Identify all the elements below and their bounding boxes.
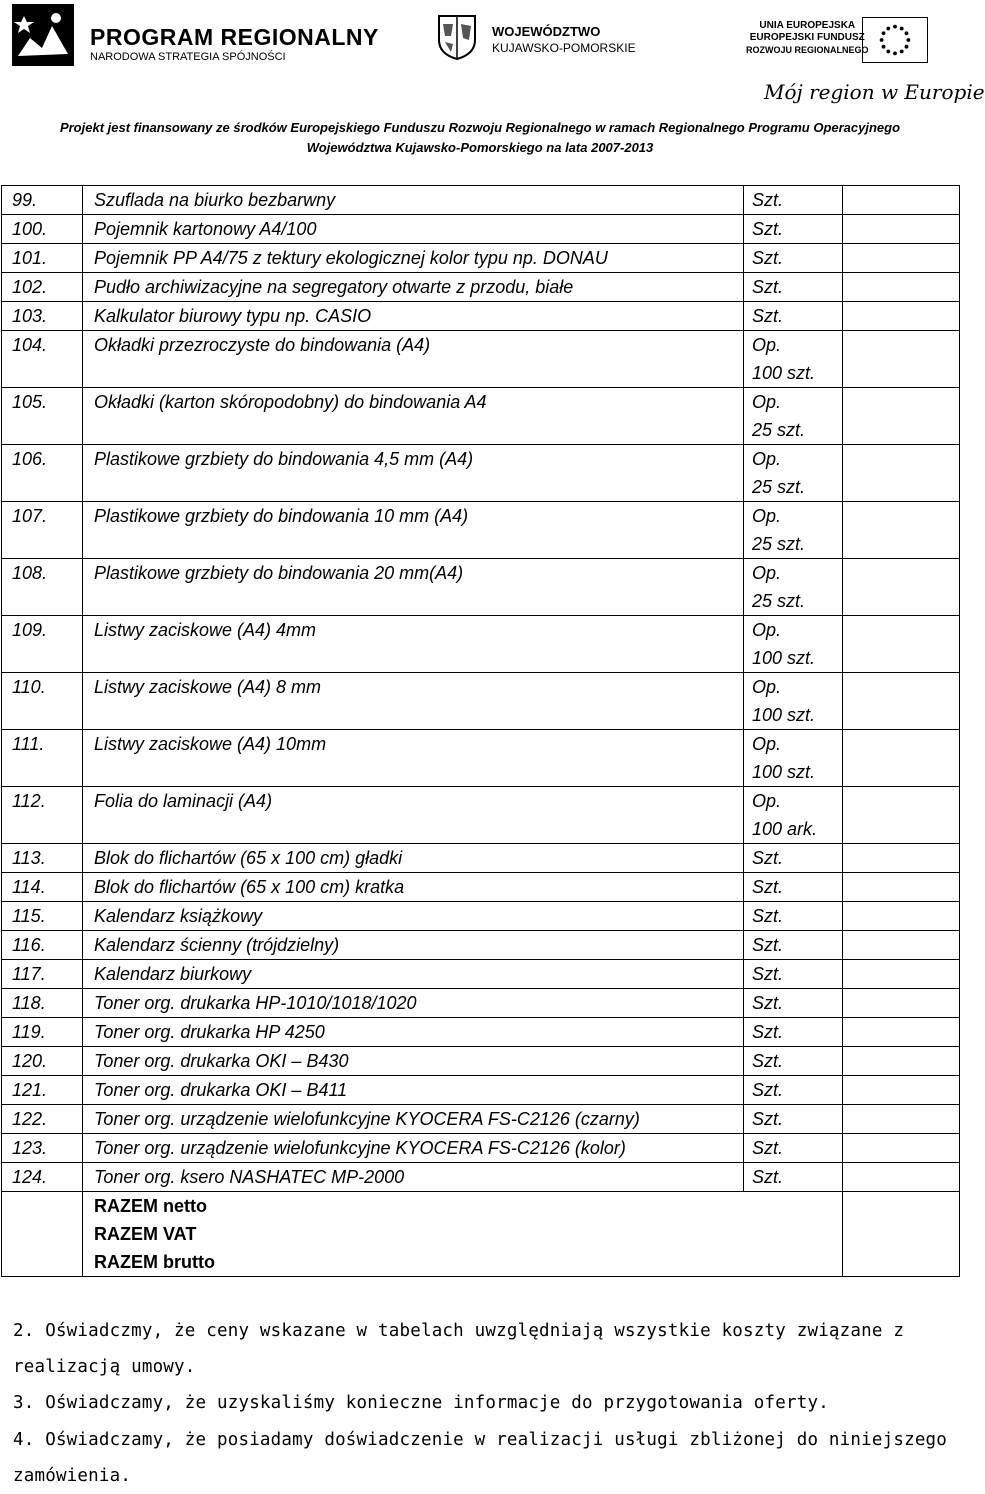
table-row [2,1163,960,1192]
item-unit [744,989,843,1018]
item-value-cell [843,1105,960,1134]
item-number: 114. [2,873,83,902]
item-name: Blok do flichartów (65 x 100 cm) gładki [83,844,744,873]
item-value-cell [843,616,960,673]
eu-line3: ROZWOJU REGIONALNEGO [746,45,869,55]
item-value-cell [843,1163,960,1192]
item-unit [744,844,843,873]
item-unit-line1: Szt. [752,248,784,268]
funding-line1: Projekt jest finansowany ze środków Europejskiego Funduszu Rozwoju Regionalnego w ramach Regionalnego Programu Operacyjnego [59,120,901,135]
item-number: 119. [2,1018,83,1047]
item-unit-line1: Op. [752,335,782,355]
item-name: Pudło archiwizacyjne na segregatory otwarte z przodu, białe [83,273,744,302]
item-number: 117. [2,960,83,989]
item-unit-line2: 25 szt. [752,534,806,554]
item-name: Kalendarz książkowy [83,902,744,931]
item-name: Szuflada na biurko bezbarwny [83,186,744,215]
item-unit-line2: 100 szt. [752,648,816,668]
item-unit-line2: 100 ark. [752,819,818,839]
item-number: 112. [2,787,83,844]
item-number: 106. [2,445,83,502]
item-unit-line1: Op. [752,620,782,640]
item-unit-line1: Szt. [752,935,784,955]
item-unit-line1: Szt. [752,1022,784,1042]
funding-note [0,118,960,158]
item-number: 121. [2,1076,83,1105]
table-row [2,673,960,730]
item-number: 120. [2,1047,83,1076]
table-row [2,331,960,388]
table-row [2,931,960,960]
item-unit [744,502,843,559]
item-name: Toner org. drukarka HP 4250 [83,1018,744,1047]
table-row [2,186,960,215]
item-number: 115. [2,902,83,931]
eu-line2: EUROPEJSKI FUNDUSZ [749,32,865,43]
item-unit [744,388,843,445]
item-unit-line1: Szt. [752,877,784,897]
item-unit-line1: Szt. [752,993,784,1013]
table-row [2,1018,960,1047]
table-row [2,960,960,989]
funding-line2: Województwa Kujawsko-Pomorskiego na lata 2007-2013 [306,140,654,155]
item-unit-line2: 25 szt. [752,591,806,611]
item-unit [744,1134,843,1163]
program-regionalny-emblem-icon [12,4,74,66]
item-unit-line1: Szt. [752,906,784,926]
item-unit [744,873,843,902]
table-row [2,1076,960,1105]
item-name: Plastikowe grzbiety do bindowania 4,5 mm (A4) [83,445,744,502]
item-unit [744,616,843,673]
item-value-cell [843,730,960,787]
item-name: Toner org. urządzenie wielofunkcyjne KYOCERA FS-C2126 (kolor) [83,1134,744,1163]
item-name: Folia do laminacji (A4) [83,787,744,844]
item-value-cell [843,960,960,989]
item-number: 122. [2,1105,83,1134]
item-unit-line1: Op. [752,677,782,697]
item-name: Listwy zaciskowe (A4) 10mm [83,730,744,787]
table-row [2,302,960,331]
items-table [1,185,960,1277]
table-row [2,388,960,445]
table-row [2,1105,960,1134]
item-number: 105. [2,388,83,445]
table-row [2,902,960,931]
item-value-cell [843,902,960,931]
program-regionalny-logo [8,4,379,66]
item-unit-line1: Op. [752,563,782,583]
item-number: 110. [2,673,83,730]
item-value-cell [843,1076,960,1105]
item-unit-line2: 25 szt. [752,477,806,497]
item-unit-line1: Szt. [752,277,784,297]
item-value-cell [843,844,960,873]
item-unit-line1: Szt. [752,219,784,239]
item-value-cell [843,302,960,331]
item-name: Okładki przezroczyste do bindowania (A4) [83,331,744,388]
table-row [2,559,960,616]
item-unit [744,445,843,502]
item-value-cell [843,559,960,616]
item-number: 107. [2,502,83,559]
item-name: Pojemnik kartonowy A4/100 [83,215,744,244]
item-unit-line1: Op. [752,392,782,412]
item-number: 104. [2,331,83,388]
item-name: Toner org. drukarka OKI – B430 [83,1047,744,1076]
table-row [2,215,960,244]
item-unit-line1: Op. [752,791,782,811]
table-row [2,1047,960,1076]
item-unit-line1: Szt. [752,1138,784,1158]
item-value-cell [843,873,960,902]
item-unit [744,215,843,244]
item-number: 118. [2,989,83,1018]
item-value-cell [843,1047,960,1076]
item-unit-line2: 100 szt. [752,363,816,383]
item-value-cell [843,1018,960,1047]
item-value-cell [843,215,960,244]
item-value-cell [843,787,960,844]
table-row [2,445,960,502]
item-unit-line2: 25 szt. [752,420,806,440]
item-unit [744,787,843,844]
item-unit [744,186,843,215]
total-label: RAZEM brutto [94,1252,215,1272]
total-label: RAZEM netto [94,1196,207,1216]
item-value-cell [843,989,960,1018]
item-value-cell [843,331,960,388]
declaration-3: 3. Oświadczamy, że uzyskaliśmy konieczne informacje do przygotowania oferty. [13,1393,829,1413]
item-value-cell [843,186,960,215]
region-name-line1: WOJEWÓDZTWO [492,24,601,39]
item-unit-line1: Szt. [752,190,784,210]
item-name: Toner org. ksero NASHATEC MP-2000 [83,1163,744,1192]
program-subtitle: NARODOWA STRATEGIA SPÓJNOŚCI [90,51,286,63]
program-title: PROGRAM REGIONALNY [90,24,379,50]
item-value-cell [843,673,960,730]
eu-flag-icon [862,17,928,63]
item-number: 109. [2,616,83,673]
declaration-2: 2. Oświadczmy, że ceny wskazane w tabelach uwzględniają wszystkie koszty związane z realizacją umowy. [13,1321,905,1377]
items-table-body [2,186,960,1277]
item-number: 103. [2,302,83,331]
item-unit [744,1018,843,1047]
item-unit-line1: Szt. [752,1109,784,1129]
item-unit-line1: Op. [752,449,782,469]
table-row [2,730,960,787]
table-row [2,844,960,873]
item-value-cell [843,388,960,445]
item-number: 100. [2,215,83,244]
item-name: Pojemnik PP A4/75 z tektury ekologicznej kolor typu np. DONAU [83,244,744,273]
table-row [2,787,960,844]
slogan: Mój region w Europie [764,80,985,104]
item-name: Plastikowe grzbiety do bindowania 10 mm (A4) [83,502,744,559]
item-unit [744,1076,843,1105]
item-unit-line2: 100 szt. [752,762,816,782]
table-row [2,1134,960,1163]
item-unit [744,902,843,931]
item-unit [744,730,843,787]
eu-line1: UNIA EUROPEJSKA [759,20,856,31]
item-unit [744,273,843,302]
item-name: Toner org. drukarka HP-1010/1018/1020 [83,989,744,1018]
item-unit-line1: Szt. [752,1051,784,1071]
item-number: 102. [2,273,83,302]
item-value-cell [843,244,960,273]
item-unit-line1: Szt. [752,1167,784,1187]
totals-row [2,1192,960,1277]
item-name: Toner org. drukarka OKI – B411 [83,1076,744,1105]
totals-number-cell [2,1192,83,1277]
totals-value-cell [843,1192,960,1277]
table-row [2,273,960,302]
item-unit [744,331,843,388]
item-name: Toner org. urządzenie wielofunkcyjne KYOCERA FS-C2126 (czarny) [83,1105,744,1134]
table-row [2,989,960,1018]
item-value-cell [843,931,960,960]
item-unit [744,673,843,730]
item-unit [744,1163,843,1192]
item-unit-line1: Szt. [752,964,784,984]
item-name: Plastikowe grzbiety do bindowania 20 mm(A4) [83,559,744,616]
region-name-line2: KUJAWSKO-POMORSKIE [492,41,636,55]
item-unit-line1: Szt. [752,848,784,868]
item-unit [744,302,843,331]
item-unit-line1: Szt. [752,1080,784,1100]
item-unit-line2: 100 szt. [752,705,816,725]
item-name: Listwy zaciskowe (A4) 8 mm [83,673,744,730]
item-number: 108. [2,559,83,616]
item-value-cell [843,273,960,302]
item-number: 116. [2,931,83,960]
item-name: Kalkulator biurowy typu np. CASIO [83,302,744,331]
item-name: Blok do flichartów (65 x 100 cm) kratka [83,873,744,902]
item-number: 101. [2,244,83,273]
eu-fund-label [746,20,869,56]
item-unit-line1: Op. [752,734,782,754]
item-name: Okładki (karton skóropodobny) do bindowania A4 [83,388,744,445]
item-number: 99. [2,186,83,215]
item-unit [744,960,843,989]
item-unit [744,244,843,273]
page-header [0,0,985,165]
table-row [2,873,960,902]
item-unit [744,1047,843,1076]
item-name: Listwy zaciskowe (A4) 4mm [83,616,744,673]
item-unit-line1: Szt. [752,306,784,326]
item-unit [744,559,843,616]
item-unit [744,1105,843,1134]
item-name: Kalendarz biurkowy [83,960,744,989]
item-name: Kalendarz ścienny (trójdzielny) [83,931,744,960]
item-value-cell [843,502,960,559]
declaration-4: 4. Oświadczamy, że posiadamy doświadczenie w realizacji usługi zbliżonej do niniejszego zamówienia. [13,1430,948,1486]
item-number: 124. [2,1163,83,1192]
item-number: 123. [2,1134,83,1163]
item-number: 111. [2,730,83,787]
table-row [2,502,960,559]
item-unit [744,931,843,960]
table-row [2,244,960,273]
totals-labels [83,1192,843,1277]
item-unit-line1: Op. [752,506,782,526]
coat-of-arms-icon [437,14,477,60]
item-value-cell [843,445,960,502]
item-value-cell [843,1134,960,1163]
table-row [2,616,960,673]
total-label: RAZEM VAT [94,1224,197,1244]
item-number: 113. [2,844,83,873]
